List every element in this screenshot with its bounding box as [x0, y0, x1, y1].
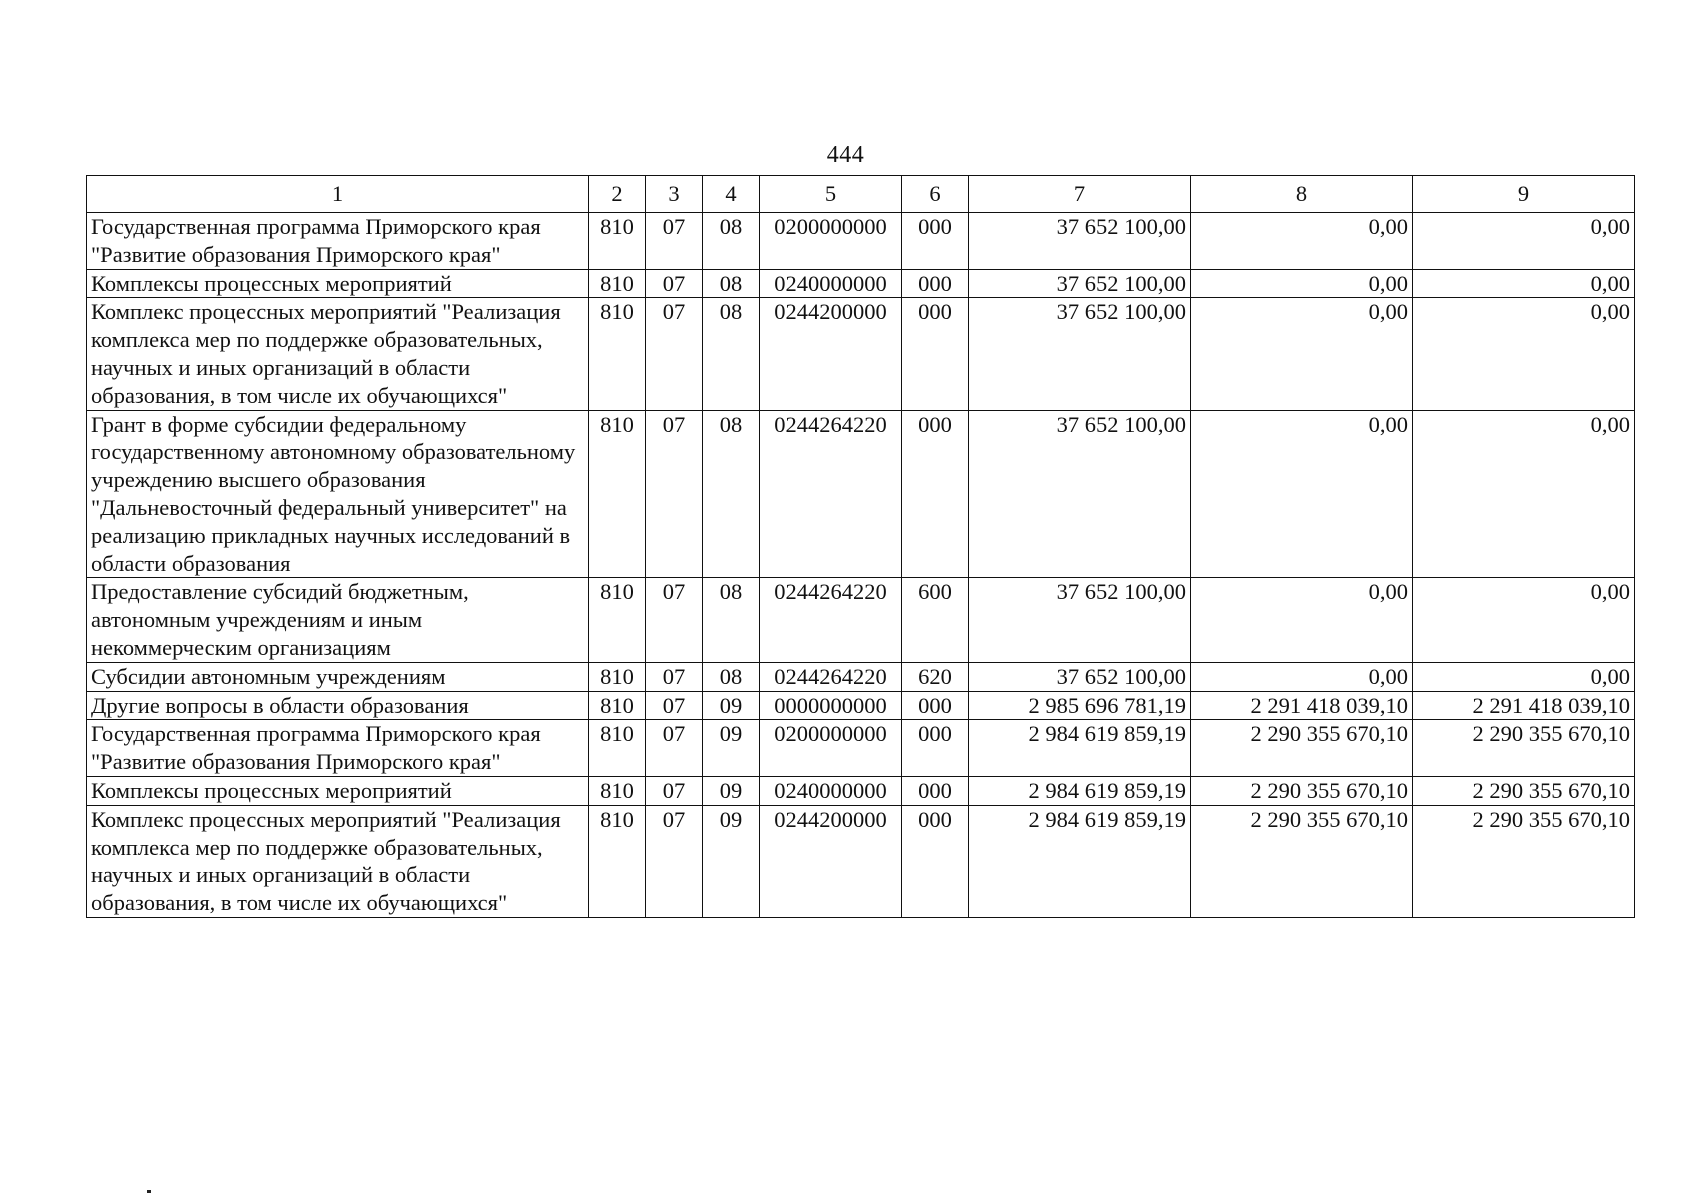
cell-col5: 0200000000	[760, 720, 902, 777]
cell-amount-8: 0,00	[1191, 410, 1413, 578]
cell-col5: 0240000000	[760, 776, 902, 805]
cell-amount-8: 0,00	[1191, 269, 1413, 298]
cell-col3: 07	[646, 213, 703, 270]
cell-col4: 09	[703, 720, 760, 777]
column-header-6: 6	[902, 176, 969, 213]
cell-col4: 08	[703, 578, 760, 662]
cell-amount-7: 37 652 100,00	[969, 578, 1191, 662]
cell-amount-9: 0,00	[1413, 269, 1635, 298]
cell-col4: 09	[703, 691, 760, 720]
cell-col5: 0244264220	[760, 662, 902, 691]
cell-col6: 000	[902, 213, 969, 270]
row-name: Государственная программа Приморского края "Развитие образования Приморского края"	[87, 720, 589, 777]
cell-amount-8: 0,00	[1191, 298, 1413, 410]
cell-col6: 000	[902, 720, 969, 777]
cell-amount-8: 2 290 355 670,10	[1191, 805, 1413, 917]
table-body	[87, 213, 1635, 918]
table-row	[87, 269, 1635, 298]
table-row	[87, 213, 1635, 270]
header-row	[87, 176, 1635, 213]
cell-amount-7: 37 652 100,00	[969, 269, 1191, 298]
cell-amount-9: 2 291 418 039,10	[1413, 691, 1635, 720]
cell-col2: 810	[589, 691, 646, 720]
column-header-1: 1	[87, 176, 589, 213]
budget-table	[86, 175, 1635, 918]
cell-col3: 07	[646, 298, 703, 410]
table-row	[87, 776, 1635, 805]
cell-amount-9: 0,00	[1413, 410, 1635, 578]
cell-col2: 810	[589, 298, 646, 410]
cell-amount-9: 2 290 355 670,10	[1413, 720, 1635, 777]
column-header-2: 2	[589, 176, 646, 213]
cell-col5: 0000000000	[760, 691, 902, 720]
cell-amount-9: 2 290 355 670,10	[1413, 805, 1635, 917]
cell-col2: 810	[589, 578, 646, 662]
cell-amount-7: 2 984 619 859,19	[969, 720, 1191, 777]
row-name: Комплекс процессных мероприятий "Реализация комплекса мер по поддержке образовательных, научных и иных организаций в области образования, в том числе их обучающихся"	[87, 805, 589, 917]
table-row	[87, 805, 1635, 917]
cell-col5: 0240000000	[760, 269, 902, 298]
cell-amount-9: 0,00	[1413, 578, 1635, 662]
column-header-3: 3	[646, 176, 703, 213]
cell-col4: 09	[703, 776, 760, 805]
page-number: 444	[826, 142, 865, 168]
cell-col3: 07	[646, 691, 703, 720]
cell-amount-7: 37 652 100,00	[969, 298, 1191, 410]
cell-col4: 08	[703, 213, 760, 270]
table-row	[87, 298, 1635, 410]
cell-col3: 07	[646, 776, 703, 805]
cell-col4: 09	[703, 805, 760, 917]
column-header-8: 8	[1191, 176, 1413, 213]
cell-amount-7: 37 652 100,00	[969, 410, 1191, 578]
cell-amount-9: 0,00	[1413, 213, 1635, 270]
stray-mark	[147, 1190, 151, 1193]
row-name: Комплекс процессных мероприятий "Реализация комплекса мер по поддержке образовательных, научных и иных организаций в области образования, в том числе их обучающихся"	[87, 298, 589, 410]
cell-amount-8: 2 290 355 670,10	[1191, 720, 1413, 777]
cell-amount-8: 0,00	[1191, 662, 1413, 691]
cell-amount-9: 0,00	[1413, 298, 1635, 410]
table-row	[87, 720, 1635, 777]
cell-amount-8: 2 290 355 670,10	[1191, 776, 1413, 805]
cell-col2: 810	[589, 720, 646, 777]
cell-col2: 810	[589, 776, 646, 805]
cell-amount-9: 2 290 355 670,10	[1413, 776, 1635, 805]
cell-col5: 0244200000	[760, 298, 902, 410]
cell-amount-7: 2 984 619 859,19	[969, 805, 1191, 917]
cell-amount-7: 37 652 100,00	[969, 662, 1191, 691]
table-row	[87, 691, 1635, 720]
cell-col3: 07	[646, 410, 703, 578]
cell-col4: 08	[703, 269, 760, 298]
cell-col6: 000	[902, 410, 969, 578]
row-name: Предоставление субсидий бюджетным, автономным учреждениям и иным некоммерческим организациям	[87, 578, 589, 662]
row-name: Субсидии автономным учреждениям	[87, 662, 589, 691]
cell-amount-8: 2 291 418 039,10	[1191, 691, 1413, 720]
cell-amount-8: 0,00	[1191, 578, 1413, 662]
cell-col2: 810	[589, 410, 646, 578]
cell-col2: 810	[589, 269, 646, 298]
row-name: Комплексы процессных мероприятий	[87, 776, 589, 805]
cell-col6: 600	[902, 578, 969, 662]
cell-col5: 0244264220	[760, 578, 902, 662]
cell-col4: 08	[703, 298, 760, 410]
table-row	[87, 578, 1635, 662]
cell-col6: 000	[902, 298, 969, 410]
cell-amount-7: 2 984 619 859,19	[969, 776, 1191, 805]
cell-amount-8: 0,00	[1191, 213, 1413, 270]
table-row	[87, 662, 1635, 691]
column-header-9: 9	[1413, 176, 1635, 213]
column-header-4: 4	[703, 176, 760, 213]
cell-col3: 07	[646, 805, 703, 917]
cell-col5: 0244200000	[760, 805, 902, 917]
cell-col6: 620	[902, 662, 969, 691]
column-header-7: 7	[969, 176, 1191, 213]
cell-col6: 000	[902, 691, 969, 720]
cell-amount-7: 37 652 100,00	[969, 213, 1191, 270]
column-header-5: 5	[760, 176, 902, 213]
row-name: Комплексы процессных мероприятий	[87, 269, 589, 298]
cell-col4: 08	[703, 410, 760, 578]
row-name: Другие вопросы в области образования	[87, 691, 589, 720]
row-name: Грант в форме субсидии федеральному государственному автономному образовательному учреждению высшего образования "Дальневосточный федеральный университет" на реализацию прикладных научных исследований в области образования	[87, 410, 589, 578]
cell-col6: 000	[902, 805, 969, 917]
cell-col5: 0200000000	[760, 213, 902, 270]
table-row	[87, 410, 1635, 578]
cell-col4: 08	[703, 662, 760, 691]
cell-col6: 000	[902, 269, 969, 298]
cell-amount-7: 2 985 696 781,19	[969, 691, 1191, 720]
cell-col2: 810	[589, 805, 646, 917]
cell-col3: 07	[646, 269, 703, 298]
table-header	[87, 176, 1635, 213]
cell-amount-9: 0,00	[1413, 662, 1635, 691]
cell-col3: 07	[646, 720, 703, 777]
cell-col2: 810	[589, 662, 646, 691]
cell-col5: 0244264220	[760, 410, 902, 578]
cell-col3: 07	[646, 662, 703, 691]
row-name: Государственная программа Приморского края "Развитие образования Приморского края"	[87, 213, 589, 270]
cell-col6: 000	[902, 776, 969, 805]
cell-col2: 810	[589, 213, 646, 270]
cell-col3: 07	[646, 578, 703, 662]
